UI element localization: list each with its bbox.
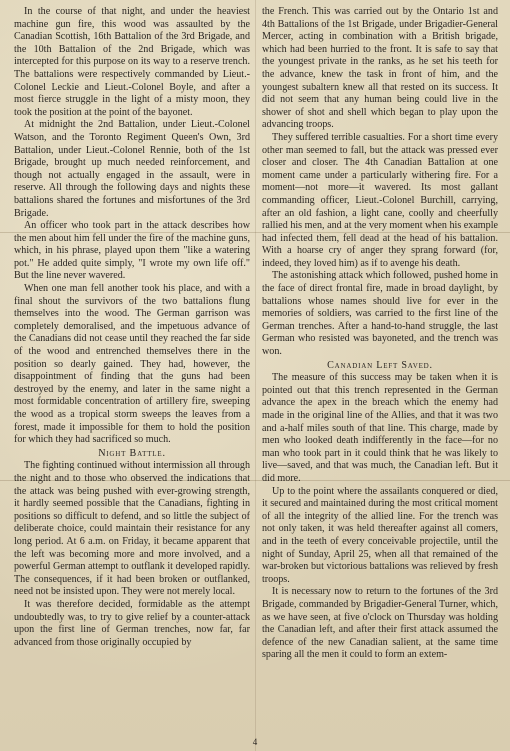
paragraph: Up to the point where the assailants conquered or died, it secured and maintained during the most critical moment of all the integrity of the allied line. For the trench was not only taken, it was held thereafter against all comers, and in the teeth of every conceivable projectile, until the night of Sunday, April 25, when all that remained of the war-broken but victorious battalions was relieved by fresh troops. xyxy=(262,485,498,585)
paragraph: An officer who took part in the attack describes how the men about him fell under the fire of the machine guns, which, in his phrase, played upon them "like a watering pot." He added quite simply, "I wrote my own life off." But the line never wavered. xyxy=(14,220,250,282)
paragraph: The astonishing attack which followed, pushed home in the face of direct frontal fire, made in broad daylight, by battalions whose names should live for ever in the memories of soldiers, was carried to the first line of the German trenches. After a hand-to-hand struggle, the last German who resisted was bayoneted, and the trench was won. xyxy=(262,270,498,358)
section-heading: Canadian Left Saved. xyxy=(327,359,433,371)
paragraph: When one man fell another took his place, and with a final shout the survivors of the two battalions flung themselves into the wood. The German garrison was completely demoralised, and the impetuous advance of the Canadians did not cease until they reached the far side of the wood and entrenched themselves there in the position so dearly gained. They had, however, the disappointment of finding that the guns had been destroyed by the enemy, and later in the same night a most formidable concentration of artillery fire, sweeping the wood as a tropical storm sweeps the leaves from a forest, made it impossible for them to hold the position for which they had sacrificed so much. xyxy=(14,283,250,446)
paragraph: In the course of that night, and under the heaviest machine gun fire, this wood was assaulted by the Canadian Scottish, 16th Battalion of the 3rd Brigade, and the 10th Battalion of the 2nd Brigade, which was intercepted for this purpose on its way to a reserve trench. The battalions were respectively commanded by Lieut.-Colonel Leckie and Lieut.-Colonel Boyle, and after a most fierce struggle in the light of a misty moon, they took the position at the point of the bayonet. xyxy=(14,6,250,118)
paragraph: the French. This was carried out by the Ontario 1st and 4th Battalions of the 1st Brigade, under Brigadier-General Mercer, acting in combination with a British brigade, which had been hurried to the front. It is safe to say that the youngest private in the ranks, as he set his teeth for the advance, knew the task in front of him, and the youngest subaltern knew all that rested on its success. It did not seem that any human being could live in the shower of shot and shell which began to play upon the advancing troops. xyxy=(262,6,498,131)
paragraph: The measure of this success may be taken when it is pointed out that this trench represented in the German advance the apex in the breach which the enemy had made in the original line of the Allies, and that it was two and a-half miles south of that line. This charge, made by men who looked death indifferently in the face—for no man who took part in it could think that he was likely to live—saved, and that was much, the Canadian left. But it did more. xyxy=(262,372,498,484)
paragraph: At midnight the 2nd Battalion, under Lieut.-Colonel Watson, and the Toronto Regiment Queen's Own, 3rd Battalion, under Lieut.-Colonel Rennie, both of the 1st Brigade, brought up much needed reinforcement, and though not actually engaged in the assault, were in reserve. All through the following days and nights these battalions shared the fortunes and misfortunes of the 3rd Brigade. xyxy=(14,119,250,219)
paragraph: It was therefore decided, formidable as the attempt undoubtedly was, to try to give relief by a counter-attack upon the first line of German trenches, now far, far advanced from those originally occupied by xyxy=(14,598,250,648)
paragraph: They suffered terrible casualties. For a short time every other man seemed to fall, but the attack was pressed ever closer and closer. The 4th Canadian Battalion at one moment came under a particularly withering fire. For a moment—not more—it wavered. Its most gallant commanding officer, Lieut.-Colonel Burchill, carrying, after an old fashion, a light cane, coolly and cheerfully rallied his men, and at the very moment when his example had infected them, fell dead at the head of his battalion. With a hoarse cry of anger they sprang forward (for, indeed, they loved him) as if to avenge his death. xyxy=(262,131,498,269)
paragraph: The fighting continued without intermission all through the night and to those who observed the indications that the attack was being pushed with ever-growing strength, it hardly seemed possible that the Canadians, fighting in positions so difficult to defend, and so little the subject of deliberate choice, could maintain their resistance for any long period. At 6 a.m. on Friday, it became apparent that the left was becoming more and more involved, and a powerful German attempt to outflank it developed rapidly. The consequences, if it had been broken or outflanked, need not be insisted upon. They were not merely local. xyxy=(14,460,250,598)
text-columns xyxy=(14,6,498,734)
right-column xyxy=(262,6,498,734)
left-column xyxy=(14,6,250,734)
page-number: 4 xyxy=(252,737,258,747)
paragraph: It is necessary now to return to the fortunes of the 3rd Brigade, commanded by Brigadier-General Turner, which, as we have seen, at five o'clock on Thursday was holding the Canadian left, and after their first attack assumed the defence of the new Canadian salient, at the same time sparing all the men it could to form an extem- xyxy=(262,586,498,661)
section-heading: Night Battle. xyxy=(98,447,166,459)
